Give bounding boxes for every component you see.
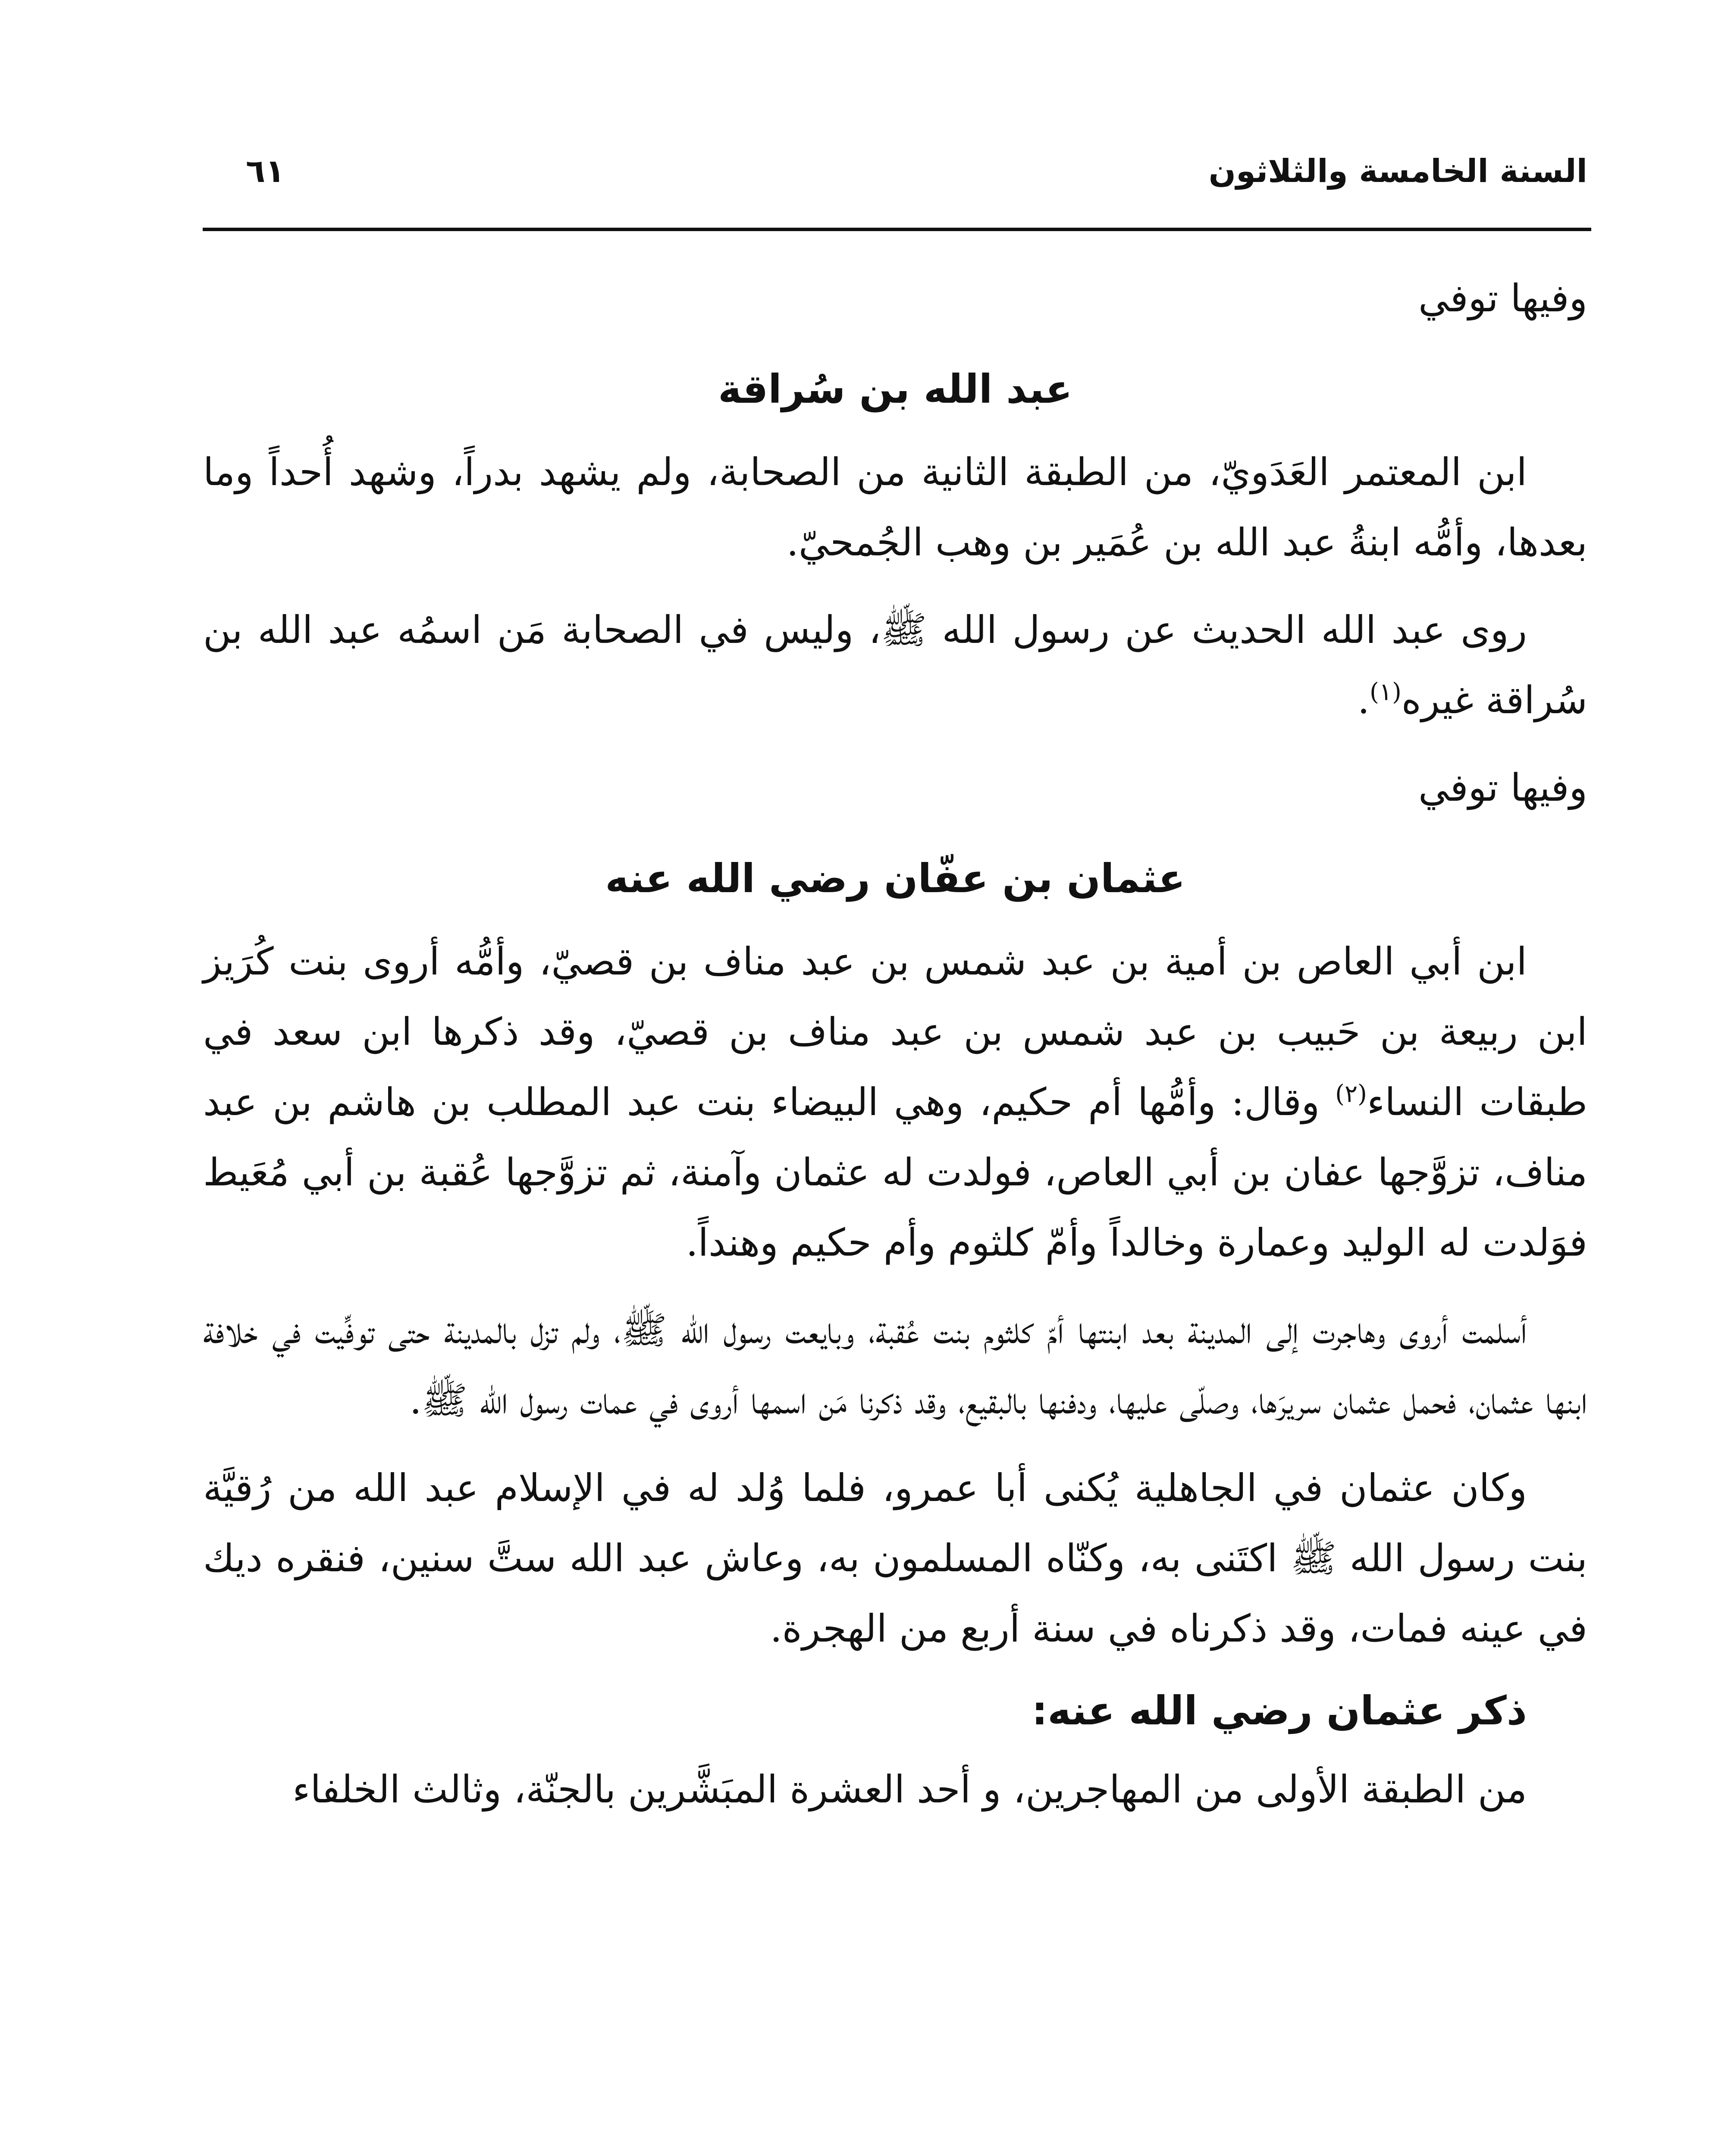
paragraph: [203, 926, 1587, 1278]
main-text: [203, 263, 1587, 1842]
running-title: السنة الخامسة والثلاثون: [1208, 153, 1587, 190]
footnote-ref: (٢): [1335, 1080, 1367, 1108]
header-rule: [203, 228, 1591, 231]
paragraph: ابن المعتمر العَدَويّ، من الطبقة الثانية من الصحابة، ولم يشهد بدراً، وشهد أُحداً وما بعدها، وأمُّه ابنةُ عبد الله بن عُمَير بن وهب الجُمحيّ.: [203, 450, 1587, 564]
paragraph: وكان عثمان في الجاهلية يُكنى أبا عمرو، فلما وُلد له في الإسلام عبد الله من رُقيَّة بنت رسول الله ﷺ اكتَنى به، وكنّاه المسلمون به، وعاش عبد الله ستَّ سنين، فنقره ديك في عينه فمات، وقد ذكرناه في سنة أربع من الهجرة.: [203, 1466, 1587, 1651]
paragraph-text: روى عبد الله الحديث عن رسول الله ﷺ، وليس في الصحابة مَن اسمُه عبد الله بن سُراقة غيره: [203, 608, 1587, 722]
page-number: ٦١: [246, 153, 285, 190]
paragraph: أسلمت أروى وهاجرت إلى المدينة بعد ابنتها أمّ كلثوم بنت عُقبة، وبايعت رسول الله ﷺ، ولم تزل بالمدينة حتى توفِّيت في خلافة ابنها عثمان، فحمل عثمان سريرَها، وصلّى عليها، ودفنها بالبقيع، وقد ذكرنا مَن اسمها أروى في عمات رسول الله ﷺ.: [203, 1308, 1587, 1423]
subsection-heading-text: ذكر عثمان رضي الله عنه:: [1032, 1688, 1527, 1734]
subsection-heading: [203, 1681, 1587, 1741]
paragraph-text: وقال: وأمُّها أم حكيم، وهي البيضاء بنت عبد المطلب بن هاشم بن عبد مناف، تزوَّجها عفان بن أبي العاص، فولدت له عثمان وآمنة، ثم تزوَّجها عُقبة بن أبي مُعَيط فوَلدت له الوليد وعمارة وخالداً وأمّ كلثوم وأم حكيم وهنداً.: [203, 1080, 1588, 1265]
paragraph-text: ابن أبي العاص بن أمية بن عبد شمس بن عبد مناف بن قصيّ، وأمُّه أروى بنت كُرَيز ابن ربيعة بن حَبيب بن عبد شمس بن عبد مناف بن قصيّ، وقد ذكرها ابن سعد في طبقات النساء: [203, 939, 1588, 1124]
footnote-ref: (١): [1370, 678, 1402, 706]
paragraph-end: .: [1358, 678, 1370, 722]
section-heading: عبد الله بن سُراقة: [718, 366, 1072, 412]
paragraph: [203, 595, 1587, 735]
paragraph: وفيها توفي: [1418, 765, 1587, 810]
paragraph: وفيها توفي: [1418, 276, 1587, 320]
paragraph: من الطبقة الأولى من المهاجرين، و أحد العشرة المبَشَّرين بالجنّة، وثالث الخلفاء: [292, 1767, 1527, 1811]
section-heading: عثمان بن عفّان رضي الله عنه: [605, 856, 1185, 902]
